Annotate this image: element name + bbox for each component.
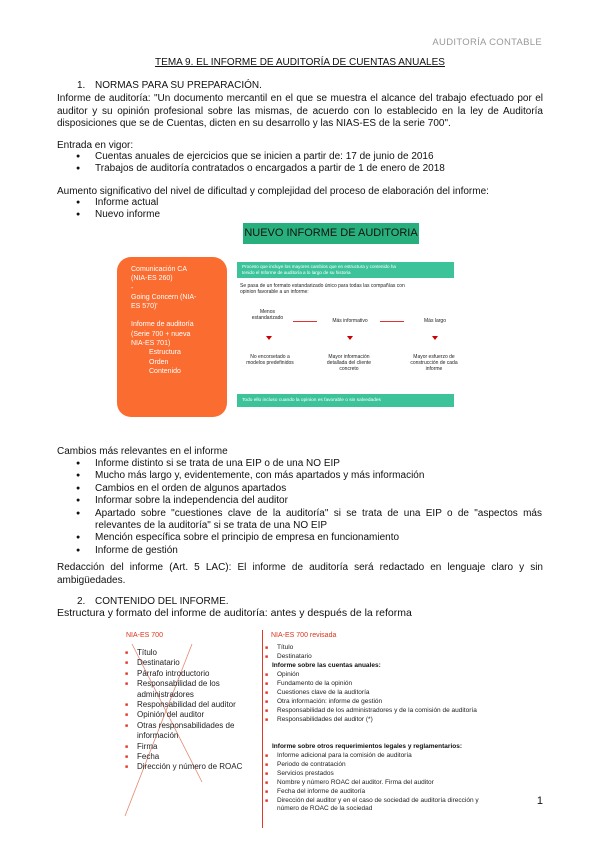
left-box-line: ES 570)' [131,303,158,311]
section-2-heading: 2. CONTENIDO DEL INFORME. [77,596,229,607]
left-box-line: NIA-ES 701) [131,340,171,348]
col3-top-label: Más largo [424,318,446,324]
left-box-line: Contenido [149,367,181,375]
col3-bottom-label: Mayor esfuerzo de construcción de cada informe [410,354,458,372]
nia-new-group-1: Informe sobre las cuentas anuales: [272,662,381,669]
infographic-bottom-banner: Todo ello incluso cuando la opinion es favorable o sin salvedades [237,394,454,407]
infographic-left-box [117,257,227,417]
list-item: ● Apartado sobre "cuestiones clave de la auditoría" si se trata de una EIP o de "aspectos más relevantes de la auditoría" si se trata de una NO EIP [76,508,542,533]
left-box-line: Estructura [149,349,181,357]
changes-label: Cambios más relevantes en el informe [57,446,228,457]
running-header: AUDITORÍA CONTABLE [432,37,542,48]
entry-list [76,151,536,176]
list-item: ■ Dirección y número de ROAC [124,762,264,772]
list-item: ■ Opinión [264,671,482,680]
entry-label: Entrada en vigor: [57,140,134,151]
left-box-line: (NIA-ES 260) [131,275,173,283]
separator-line [293,321,317,322]
nia-new-list-c [264,752,484,814]
infographic-subtext: Se pasa de un formato estandarizado único para todas las compañías con opinion favorable a un informe: [240,283,405,295]
list-item: ■ Periodo de contratación [264,761,484,770]
left-box-line: - [131,284,134,292]
list-item: ■ Fecha [124,752,264,762]
list-item: ● Cuentas anuales de ejercicios que se inicien a partir de: 17 de junio de 2016 [76,151,536,163]
list-item: ■ Párrafo introductorio [124,669,264,679]
left-box-line: Going Concern (NIA- [131,293,197,301]
increase-list [76,197,376,222]
list-item: ● Nuevo informe [76,209,376,221]
list-item: ■ Firma [124,742,264,752]
list-item: ● Informar sobre la independencia del auditor [76,495,542,507]
col2-bottom-label: Mayor información detallada del cliente concreto [326,354,372,372]
list-item: ■ Opinión del auditor [124,710,264,720]
list-item: ■ Otras responsabilidades de información [124,721,264,742]
section-1-heading: 1. NORMAS PARA SU PREPARACIÓN. [77,80,262,91]
list-item: ● Informe de gestión [76,545,542,557]
definition-paragraph: Informe de auditoría: "Un documento mercantil en el que se muestra el alcance del trabajo efectuado por el auditor y su opinión profesional sobre las mismas, de acuerdo con lo establecido en la ley de Auditoría disposiciones que se de Cuentas, dicten en su desarrollo y las NIAS-ES de la serie 700". [57,93,543,130]
col1-bottom-label: No encorsetado a modelos predefinidos [246,354,294,366]
changes-list [76,458,542,557]
list-item: ■ Responsabilidad de los administradores [124,679,264,700]
col2-top-label: Más informativo [332,318,368,324]
list-item: ■ Otra información: informe de gestión [264,698,482,707]
list-item: ■ Fecha del informe de auditoría [264,788,484,797]
section-2-subheading: Estructura y formato del informe de auditoría: antes y después de la reforma [57,607,412,619]
nia-new-list-a [264,644,484,662]
list-item: ■ Título [124,648,264,658]
list-item: ■ Servicios prestados [264,770,484,779]
left-box-line: Informe de auditoría [131,321,194,329]
list-item: ● Informe actual [76,197,376,209]
list-item: ● Mención específica sobre el principio de empresa en funcionamiento [76,532,542,544]
arrow-down-icon [432,336,438,340]
list-item: ■ Responsabilidad de los administradores y de la comisión de auditoría [264,707,482,716]
nia-old-header: NIA-ES 700 [126,632,163,639]
list-item: ■ Título [264,644,484,653]
list-item: ■ Cuestiones clave de la auditoría [264,689,482,698]
list-item: ■ Responsabilidades del auditor (*) [264,716,482,725]
increase-label: Aumento significativo del nivel de dificultad y complejidad del proceso de elaboración del informe: [57,186,489,197]
list-item: ■ Destinatario [124,658,264,668]
column-divider [262,630,263,828]
col1-top-label: Menos estandarizado [251,309,284,321]
arrow-down-icon [266,336,272,340]
list-item: ■ Nombre y número ROAC del auditor. Firma del auditor [264,779,484,788]
list-item: ● Informe distinto si se trata de una EIP o de una NO EIP [76,458,542,470]
nia-old-list [124,648,264,773]
list-item: ● Trabajos de auditoría contratados o encargados a partir de 1 de enero de 2018 [76,163,536,175]
page-number: 1 [536,795,543,807]
list-item: ● Cambios en el orden de algunos apartados [76,483,542,495]
infographic-top-banner: Proceso que incluye los mayores cambios que en estructura y contenido ha tenido el Informe de auditoría a lo largo de su historia [237,262,454,278]
left-box-line: (Serie 700 + nueva [131,330,191,338]
list-item: ■ Dirección del auditor y en el caso de sociedad de auditoría dirección y número de ROAC de la sociedad [264,797,484,815]
redaction-paragraph: Redacción del informe (Art. 5 LAC): El informe de auditoría será redactado en lenguaje claro y sin ambigüedades. [57,562,543,586]
list-item: ■ Destinatario [264,653,484,662]
list-item: ■ Informe adicional para la comisión de auditoría [264,752,484,761]
nia-new-list-b [264,671,482,724]
arrow-down-icon [347,336,353,340]
list-item: ■ Fundamento de la opinión [264,680,482,689]
page-title: TEMA 9. EL INFORME DE AUDITORÍA DE CUENTAS ANUALES [155,57,445,68]
infographic-title: NUEVO INFORME DE AUDITORIA [243,223,419,244]
left-box-line: Orden [149,358,169,366]
left-box-line: Comunicación CA [131,266,188,273]
nia-new-header: NIA-ES 700 revisada [271,632,337,639]
list-item: ■ Responsabilidad del auditor [124,700,264,710]
nia-new-group-2: Informe sobre otros requerimientos legales y reglamentarios: [272,743,463,750]
list-item: ● Mucho más largo y, evidentemente, con más apartados y más información [76,470,542,482]
separator-line [380,321,404,322]
